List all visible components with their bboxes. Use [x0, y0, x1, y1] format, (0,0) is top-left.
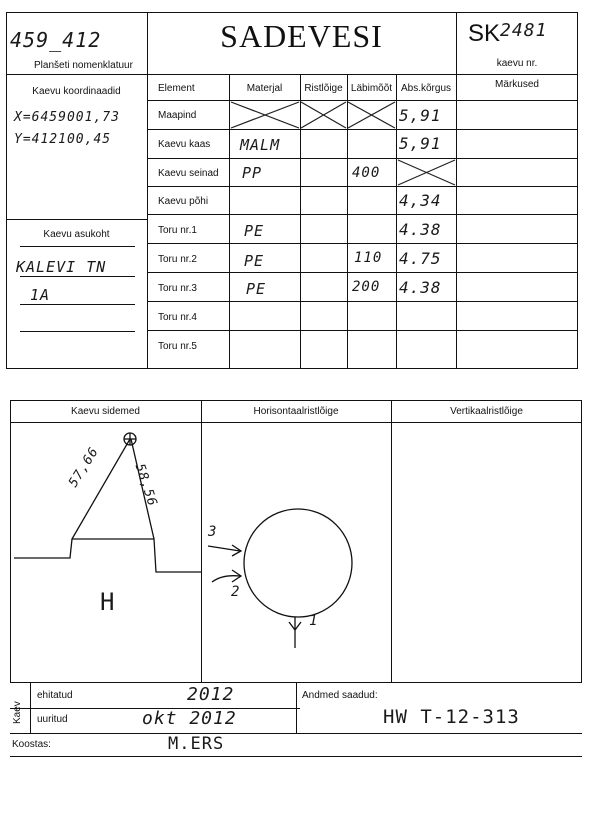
- row-elevation-kaas: 5,91: [399, 134, 442, 153]
- location-street: KALEVI TN: [16, 258, 107, 276]
- pipe-3-label: 3: [208, 524, 218, 540]
- x-coordinate: X=6459001,73: [14, 110, 120, 125]
- row-element-toru3: Toru nr.3: [158, 283, 197, 294]
- header-material: Materjal: [246, 83, 283, 94]
- row-material-kaas: MALM: [240, 136, 281, 154]
- pipe-2-label: 2: [231, 584, 241, 600]
- building-label: H: [100, 588, 116, 616]
- row-element-toru2: Toru nr.2: [158, 254, 197, 265]
- row-element-maapind: Maapind: [158, 110, 197, 121]
- row-elevation-toru1: 4.38: [399, 220, 442, 239]
- row-element-pohi: Kaevu põhi: [158, 196, 209, 207]
- sketch-col-links: Kaevu sidemed: [71, 406, 140, 417]
- data-from-value: HW T-12-313: [383, 706, 520, 728]
- nomenclature-value: 459_412: [10, 28, 102, 52]
- row-elevation-maapind: 5,91: [399, 106, 442, 125]
- well-number-suffix: 2481: [500, 20, 548, 41]
- compiled-label: Koostas:: [12, 739, 51, 750]
- footer-mid-divider: [296, 683, 297, 733]
- row-diameter-toru2: 110: [354, 250, 383, 266]
- row-elevation-pohi: 4,34: [399, 191, 442, 210]
- compiled-value: M.ERS: [168, 734, 225, 754]
- well-number-label: kaevu nr.: [496, 58, 538, 69]
- row-diameter-seinad: 400: [352, 165, 381, 181]
- row-diameter-toru3: 200: [352, 279, 381, 295]
- row-element-seinad: Kaevu seinad: [158, 168, 219, 179]
- pipe-1-label: 1: [309, 613, 319, 629]
- header-diameter: Läbimõõt: [350, 83, 393, 94]
- header-element: Element: [158, 83, 195, 94]
- location-number: 1A: [30, 286, 51, 304]
- footer-line-surveyed: [10, 733, 582, 734]
- row-elevation-toru2: 4.75: [399, 249, 442, 268]
- coords-label: Kaevu koordinaadid: [32, 86, 121, 97]
- well-number-prefix: SK: [468, 20, 501, 47]
- surveyed-label: uuritud: [37, 714, 68, 725]
- row-material-toru2: PE: [244, 252, 265, 270]
- page-title: SADEVESI: [220, 18, 383, 54]
- data-from-label: Andmed saadud:: [302, 690, 378, 701]
- built-value: 2012: [187, 684, 235, 705]
- footer-line-compiled: [10, 756, 582, 757]
- row-element-toru4: Toru nr.4: [158, 312, 197, 323]
- y-coordinate: Y=412100,45: [14, 132, 112, 147]
- location-label: Kaevu asukoht: [43, 229, 110, 240]
- row-material-toru1: PE: [244, 222, 265, 240]
- built-label: ehitatud: [37, 690, 73, 701]
- distance-left: 57,66: [66, 444, 103, 490]
- footer-kaev-divider: [30, 683, 31, 733]
- row-element-toru1: Toru nr.1: [158, 225, 197, 236]
- row-element-toru5: Toru nr.5: [158, 341, 197, 352]
- distance-right: 58,56: [131, 462, 160, 509]
- sketch-col-vertical: Vertikaalristlõige: [450, 406, 523, 417]
- row-elevation-toru3: 4.38: [399, 278, 442, 297]
- surveyed-value: okt 2012: [142, 708, 237, 729]
- sketch-col-horizontal: Horisontaalristlõige: [253, 406, 339, 417]
- nomenclature-label: Planšeti nomenklatuur: [34, 60, 133, 71]
- row-element-kaas: Kaevu kaas: [158, 139, 211, 150]
- kaev-label: Kaev: [12, 701, 23, 724]
- header-cross: Ristlõige: [304, 83, 343, 94]
- header-elevation: Abs.kõrgus: [400, 83, 452, 94]
- row-material-seinad: PP: [242, 164, 263, 182]
- header-notes: Märkused: [495, 79, 539, 90]
- row-material-toru3: PE: [246, 280, 267, 298]
